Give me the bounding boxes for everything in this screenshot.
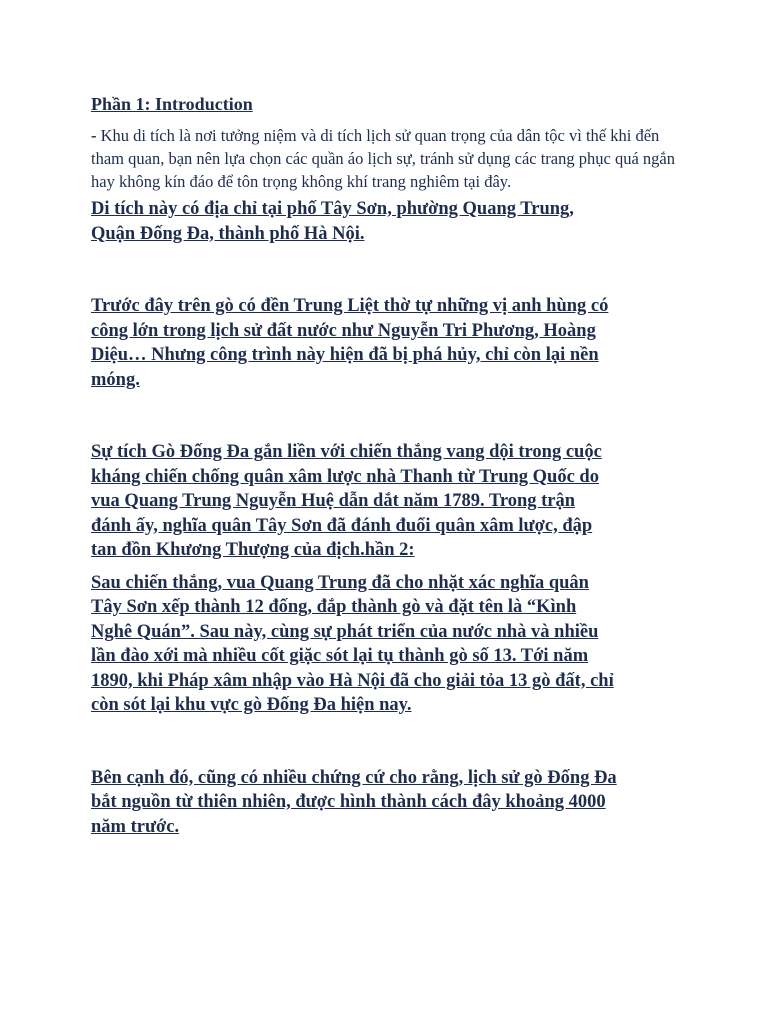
origin-paragraph: Bên cạnh đó, cũng có nhiều chứng cứ cho rằng, lịch sử gò Đống Đa bắt nguồn từ thiên nhiên, được hình thành cách đây khoảng 4000 năm trước. [91,767,617,837]
intro-paragraph [91,124,691,193]
aftermath-paragraph: Sau chiến thắng, vua Quang Trung đã cho nhặt xác nghĩa quân Tây Sơn xếp thành 12 đống, đắp thành gò và đặt tên là “Kình Nghê Quán”. Sau này, cùng sự phát triển của nước nhà và nhiều lần đào xới mà nhiều cốt giặc sót lại tụ thành gò số 13. Tới năm 1890, khi Pháp xâm nhập vào Hà Nội đã cho giải tỏa 13 gò đất, chỉ còn sót lại khu vực gò Đống Đa hiện nay. [91,572,614,715]
paragraph-gap [91,563,691,571]
paragraph-gap [91,246,691,294]
intro-dash: - [91,126,97,145]
battle-story-paragraph: Sự tích Gò Đống Đa gắn liền với chiến thắng vang dội trong cuộc kháng chiến chống quân xâm lược nhà Thanh từ Trung Quốc do vua Quang Trung Nguyễn Huệ dẫn dắt năm 1789. Trong trận đánh ấy, nghĩa quân Tây Sơn đã đánh đuổi quân xâm lược, đập tan đồn Khương Thượng của địch.hần 2: [91,442,602,560]
section-heading: Phần 1: Introduction [91,94,253,114]
paragraph-gap [91,718,691,766]
document-content [91,92,691,839]
temple-history-paragraph: Trước đây trên gò có đền Trung Liệt thờ tự những vị anh hùng có công lớn trong lịch sử đất nước như Nguyễn Tri Phương, Hoàng Diệu… Nhưng công trình này hiện đã bị phá hủy, chỉ còn lại nền móng. [91,296,609,390]
paragraph-gap [91,392,691,440]
address-paragraph: Di tích này có địa chỉ tại phố Tây Sơn, phường Quang Trung, Quận Đống Đa, thành phố Hà Nội. [91,199,574,244]
intro-text: Khu di tích là nơi tưởng niệm và di tích lịch sử quan trọng của dân tộc vì thế khi đến tham quan, bạn nên lựa chọn các quần áo lịch sự, tránh sử dụng các trang phục quá ngắn hay không kín đáo để tôn trọng không khí trang nghiêm tại đây. [91,126,675,191]
